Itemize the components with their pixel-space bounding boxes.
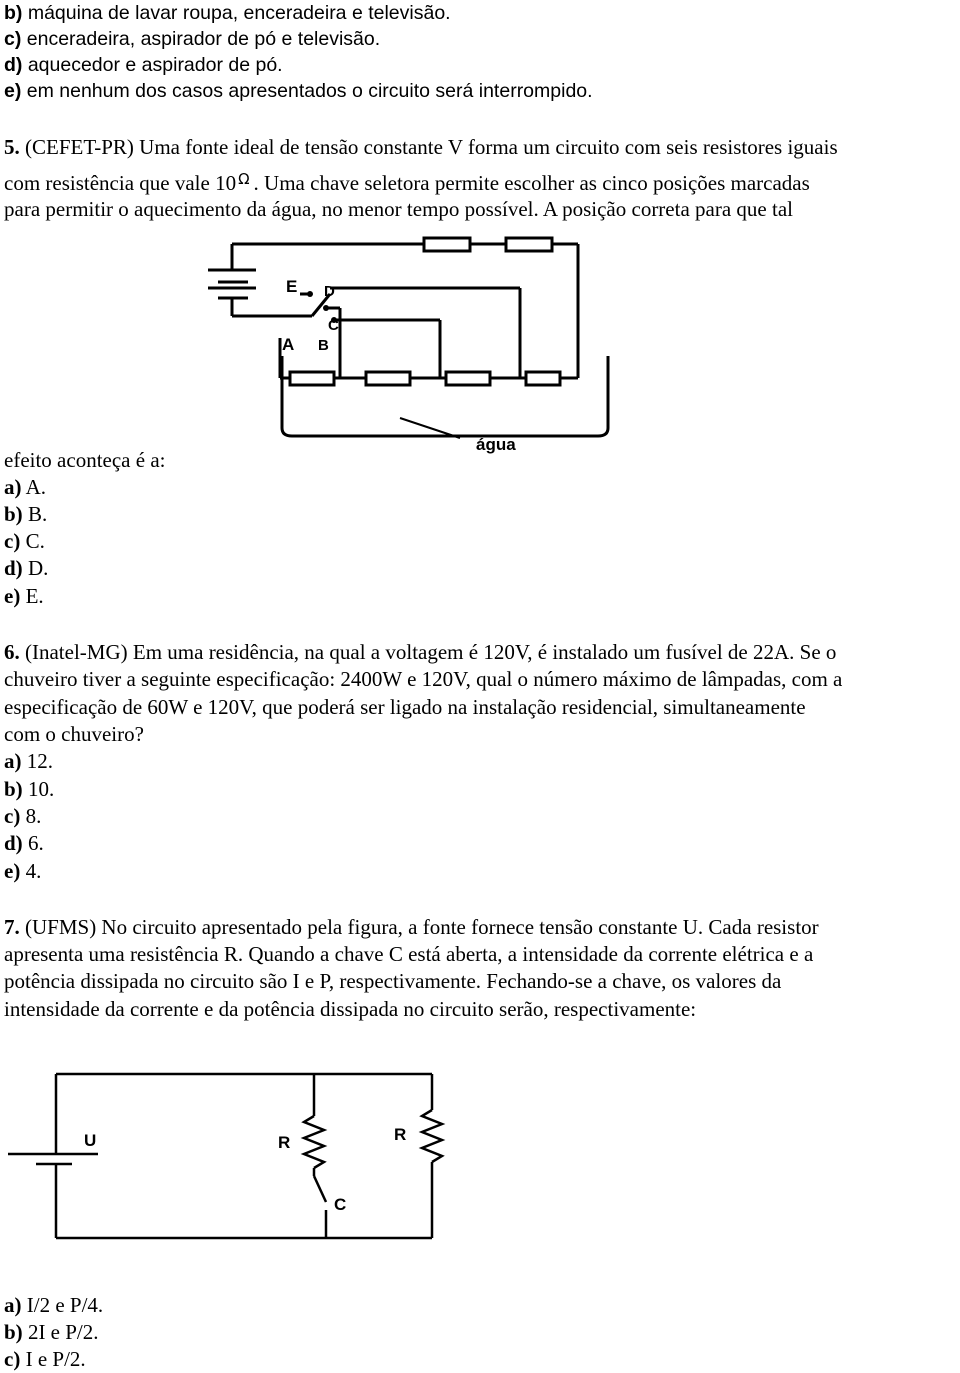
option-text: B. [27, 502, 48, 526]
option-label: a) [4, 475, 22, 499]
option-label: d) [4, 54, 23, 76]
option-text: 6. [27, 831, 44, 855]
option-text: 2I e P/2. [27, 1320, 99, 1344]
q5-text-3: para permitir o aquecimento da água, no menor tempo possível. A posição correta para que tal [4, 197, 793, 221]
q7-text-4: intensidade da corrente e da potência dissipada no circuito serão, respectivamente: [4, 997, 697, 1021]
q7-option-b [4, 1319, 99, 1345]
q6-text-2: chuveiro tiver a seguinte especificação: 2400W e 120V, qual o número máximo de lâmpadas, com a [4, 667, 843, 691]
option-label: c) [4, 804, 21, 828]
option-text: 4. [25, 859, 42, 883]
resistor-bottom-2 [366, 372, 410, 385]
ohm-symbol: Ω [238, 170, 250, 188]
q7-line-2 [4, 941, 813, 967]
q7-number: 7. [4, 915, 20, 939]
q5-line-1 [4, 134, 838, 160]
option-label: a) [4, 749, 22, 773]
option-label: b) [4, 502, 23, 526]
q6-line-2 [4, 666, 842, 692]
option-label: b) [4, 1320, 23, 1344]
q5-option-c [4, 528, 45, 554]
q5-circuit-figure [200, 228, 620, 464]
option-text: I e P/2. [25, 1347, 86, 1371]
option-label: d) [4, 556, 23, 580]
label-c: C [328, 317, 339, 334]
option-text: enceradeira, aspirador de pó e televisão. [26, 28, 381, 50]
q6-number: 6. [4, 640, 20, 664]
option-text: aquecedor e aspirador de pó. [27, 54, 283, 76]
option-label: b) [4, 777, 23, 801]
q5-line-2 [4, 166, 810, 196]
prev-option-b [4, 0, 451, 26]
q6-option-a [4, 748, 53, 774]
label-b: B [318, 337, 329, 354]
q6-text-1: (Inatel-MG) Em uma residência, na qual a voltagem é 120V, é instalado um fusível de 22A. Se o [25, 640, 837, 664]
option-label: c) [4, 1347, 21, 1371]
option-text: em nenhum dos casos apresentados o circuito será interrompido. [26, 80, 593, 102]
switch-contact-e [307, 291, 313, 297]
prev-option-d [4, 52, 283, 78]
q7-text-1: (UFMS) No circuito apresentado pela figura, a fonte fornece tensão constante U. Cada resistor [25, 915, 819, 939]
option-label: e) [4, 584, 21, 608]
option-text: 8. [25, 804, 42, 828]
resistor-bottom-4 [526, 372, 560, 385]
option-text: 12. [26, 749, 53, 773]
prev-option-c [4, 26, 380, 52]
q6-text-3: especificação de 60W e 120V, que poderá ser ligado na instalação residencial, simultaneamente [4, 695, 806, 719]
option-text: A. [25, 475, 47, 499]
q5-text-2a: com resistência que vale 10 [4, 171, 237, 195]
label-d: D [324, 283, 335, 300]
q7-option-c [4, 1346, 86, 1372]
q5-line-4 [4, 447, 165, 473]
option-label: b) [4, 2, 23, 24]
q6-option-b [4, 776, 54, 802]
option-text: C. [25, 529, 45, 553]
q7-circuit-figure [0, 1060, 460, 1250]
label-u: U [84, 1131, 97, 1150]
option-text: 10. [27, 777, 55, 801]
label-r1: R [278, 1133, 291, 1152]
option-text: I/2 e P/4. [26, 1293, 104, 1317]
q5-option-d [4, 555, 48, 581]
q7-line-3 [4, 968, 781, 994]
q5-option-a [4, 474, 46, 500]
q6-option-e [4, 858, 41, 884]
option-label: a) [4, 1293, 22, 1317]
q6-line-1 [4, 639, 836, 665]
label-c: C [334, 1195, 347, 1214]
q5-text-1: (CEFET-PR) Uma fonte ideal de tensão constante V forma um circuito com seis resistores iguais [25, 135, 838, 159]
label-r2: R [394, 1125, 407, 1144]
label-e: E [286, 277, 298, 296]
option-label: c) [4, 529, 21, 553]
q7-line-4 [4, 996, 696, 1022]
q5-number: 5. [4, 135, 20, 159]
option-text: E. [25, 584, 44, 608]
q5-option-e [4, 583, 44, 609]
resistor-middle [304, 1116, 324, 1168]
resistor-bottom-1 [290, 372, 334, 385]
q6-text-4: com o chuveiro? [4, 722, 144, 746]
resistor-right [422, 1110, 442, 1162]
option-label: e) [4, 859, 21, 883]
q7-option-a [4, 1292, 103, 1318]
water-container [282, 356, 608, 436]
q6-line-3 [4, 694, 806, 720]
q5-text-2b: . Uma chave seletora permite escolher as cinco posições marcadas [253, 171, 810, 195]
option-text: máquina de lavar roupa, enceradeira e televisão. [27, 2, 451, 24]
option-label: d) [4, 831, 23, 855]
q5-text-4: efeito aconteça é a: [4, 448, 166, 472]
option-label: c) [4, 28, 22, 50]
q7-line-1 [4, 914, 819, 940]
resistor-bottom-3 [446, 372, 490, 385]
q5-line-3 [4, 196, 793, 222]
q6-line-4 [4, 721, 144, 747]
q7-text-3: potência dissipada no circuito são I e P, respectivamente. Fechando-se a chave, os valores da [4, 969, 782, 993]
resistor-top-1 [424, 238, 470, 251]
switch-c [314, 1176, 326, 1202]
q6-option-d [4, 830, 44, 856]
q7-text-2: apresenta uma resistência R. Quando a chave C está aberta, a intensidade da corrente elétrica e a [4, 942, 814, 966]
resistor-top-2 [506, 238, 552, 251]
label-a: A [282, 335, 295, 354]
option-label: e) [4, 80, 22, 102]
switch-contact-b [323, 305, 329, 311]
prev-option-e [4, 78, 593, 104]
q5-option-b [4, 501, 47, 527]
q6-option-c [4, 803, 41, 829]
option-text: D. [27, 556, 49, 580]
water-label: água [476, 435, 516, 454]
